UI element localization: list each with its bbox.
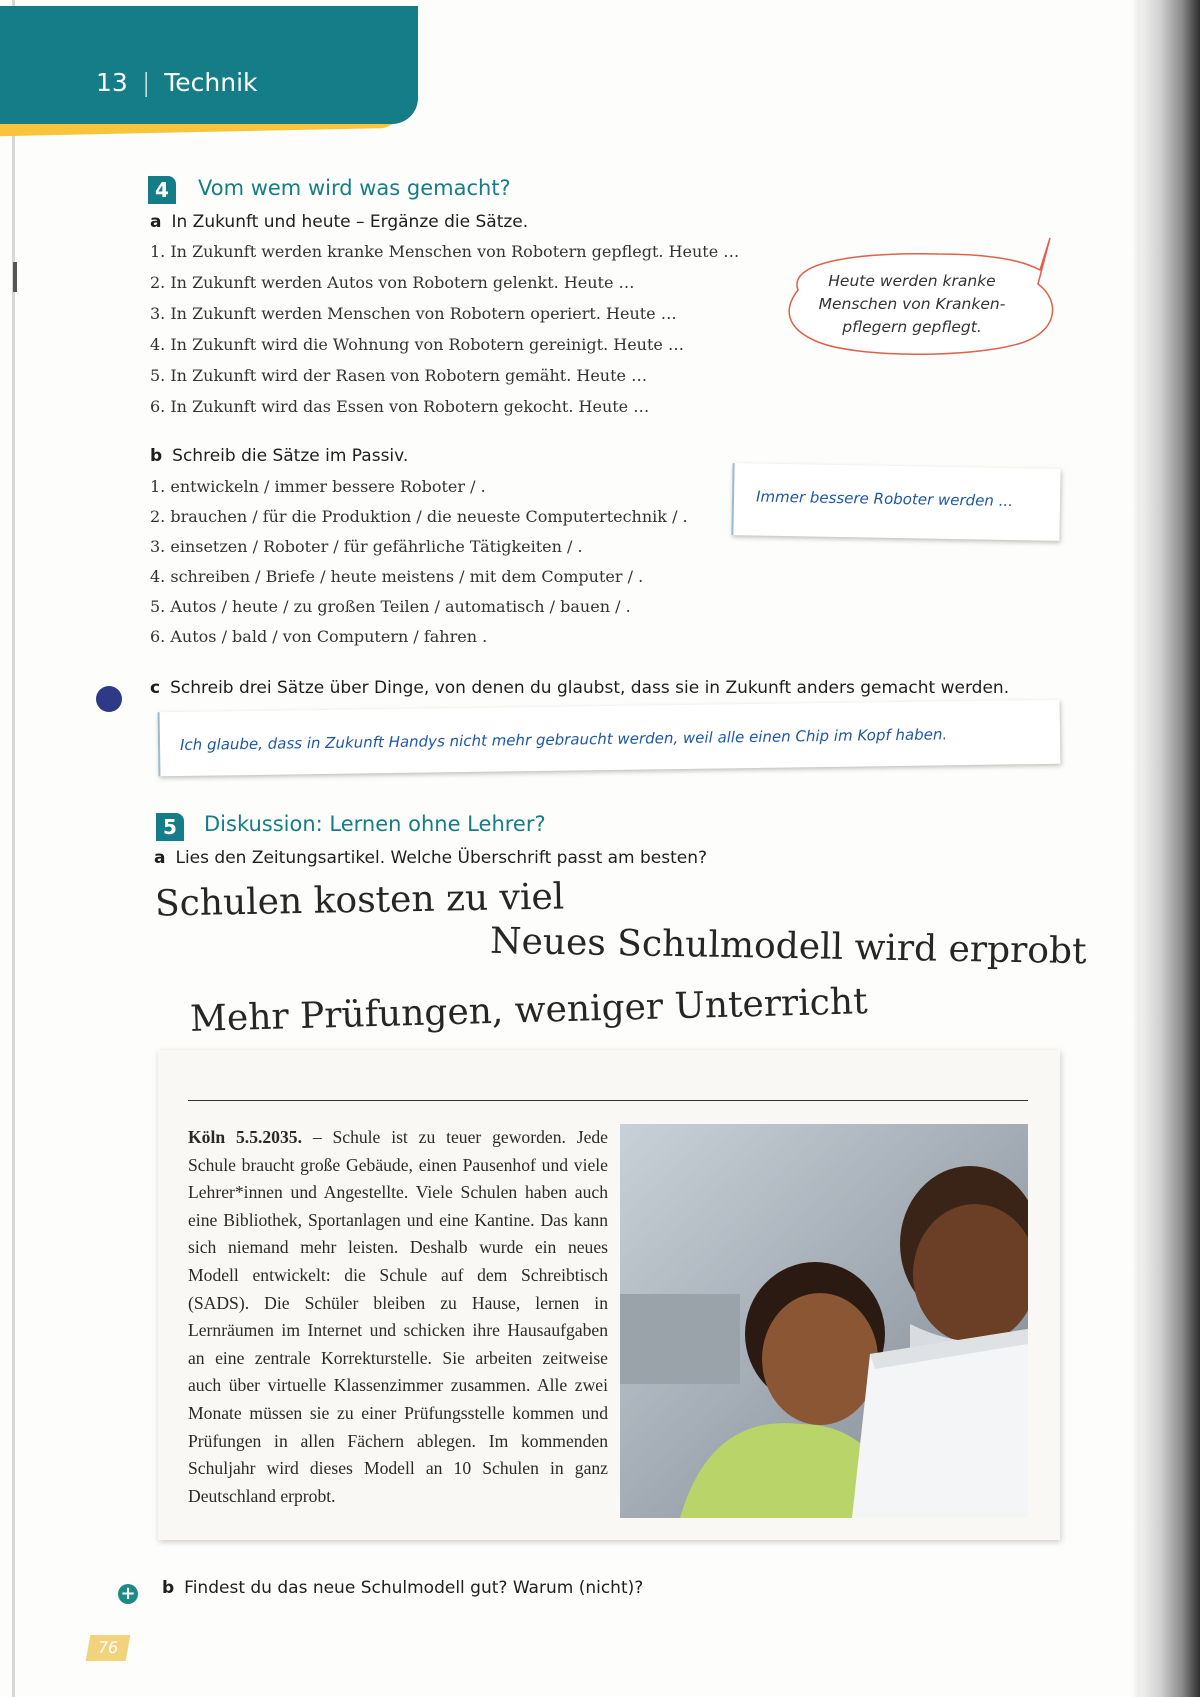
example-note-text: Ich glaube, dass in Zukunft Handys nicht mehr gebraucht werden, weil alle einen Chip im Kopf haben. <box>179 725 948 754</box>
exercise-title: Diskussion: Lernen ohne Lehrer? <box>204 812 546 836</box>
exercise-item: 1. entwickeln / immer bessere Roboter / . <box>150 477 486 496</box>
article-text <box>188 1124 608 1510</box>
part-b-heading <box>150 446 408 466</box>
part-letter: a <box>150 212 162 232</box>
part-b-heading <box>162 1578 643 1598</box>
part-letter: b <box>150 446 163 466</box>
speech-bubble-text: Heute werden kranke Menschen von Kranken-pflegern gepflegt. <box>818 272 1006 336</box>
exercise-item: 6. In Zukunft wird das Essen von Robotern gekocht. Heute … <box>150 397 650 416</box>
photo-children-laptop <box>620 1124 1028 1518</box>
plus-icon: + <box>118 1584 138 1604</box>
example-note <box>731 463 1060 541</box>
exercise-item: 3. einsetzen / Roboter / für gefährliche Tätigkeiten / . <box>150 537 583 556</box>
part-instruction: Schreib die Sätze im Passiv. <box>172 446 409 466</box>
chapter-title: Technik <box>164 68 258 97</box>
book-spine <box>1140 0 1200 1697</box>
part-instruction: In Zukunft und heute – Ergänze die Sätze. <box>171 212 529 232</box>
article-rule <box>188 1100 1028 1101</box>
exercise-item: 6. Autos / bald / von Computern / fahren . <box>150 627 488 646</box>
exercise-number-badge: 4 <box>148 176 176 204</box>
exercise-item: 2. In Zukunft werden Autos von Robotern gelenkt. Heute … <box>150 273 635 292</box>
scan-mark <box>13 262 17 292</box>
part-instruction: Lies den Zeitungsartikel. Welche Überschrift passt am besten? <box>175 848 708 868</box>
part-c-heading <box>150 678 1009 698</box>
article-photo <box>620 1124 1028 1518</box>
exercise-item: 1. In Zukunft werden kranke Menschen von Robotern gepflegt. Heute … <box>150 242 740 261</box>
headline-option: Mehr Prüfungen, weniger Unterricht <box>189 981 869 1040</box>
newspaper-article <box>158 1050 1060 1540</box>
exercise-item: 2. brauchen / für die Produktion / die neueste Computertechnik / . <box>150 507 688 526</box>
headline-option: Neues Schulmodell wird erprobt <box>489 920 1087 973</box>
example-note <box>158 700 1061 777</box>
headline-option: Schulen kosten zu viel <box>154 876 565 925</box>
exercise-number-badge: 5 <box>156 813 184 841</box>
globe-icon <box>96 686 122 712</box>
part-letter: b <box>162 1578 175 1598</box>
chapter-header <box>0 6 418 124</box>
scan-edge-line <box>12 0 15 1697</box>
example-note-text: Immer bessere Roboter werden ... <box>755 487 1014 511</box>
article-body: – Schule ist zu teuer geworden. Jede Schule braucht große Gebäude, einen Pausenhof und viele Lehrer*innen und Angestellte. Viele Schulen haben auch eine Bibliothek, Sportanlagen und eine Kantine. Das kann sich niemand mehr leisten. Deshalb wurde ein neues Modell entwickelt: die Schule auf dem Schreibtisch (SADS). Die Schüler bleiben zu Hause, lernen in Lernräumen im Internet und schicken ihre Hausaufgaben an eine zentrale Korrekturstelle. Sie arbeiten zeitweise auch über virtuelle Klassenzimmer zusammen. Alle zwei Monate müssen sie zu einer Prüfungsstelle kommen und Prüfungen in allen Fächern ablegen. Im kommenden Schuljahr wird dieses Modell an 10 Schulen in ganz Deutschland erprobt. <box>188 1127 608 1506</box>
separator: | <box>141 68 151 97</box>
exercise-item: 5. In Zukunft wird der Rasen von Robotern gemäht. Heute … <box>150 366 648 385</box>
exercise-title: Vom wem wird was gemacht? <box>198 176 511 200</box>
speech-bubble <box>778 258 1043 350</box>
exercise-item: 4. schreiben / Briefe / heute meistens / mit dem Computer / . <box>150 567 644 586</box>
article-dateline: Köln 5.5.2035. <box>188 1127 302 1147</box>
exercise-item: 3. In Zukunft werden Menschen von Robotern operiert. Heute … <box>150 304 677 323</box>
part-letter: c <box>150 678 161 698</box>
part-a-heading <box>150 212 528 232</box>
part-instruction: Schreib drei Sätze über Dinge, von denen du glaubst, dass sie in Zukunft anders gemacht werden. <box>170 678 1010 698</box>
part-a-heading <box>154 848 707 868</box>
part-instruction: Findest du das neue Schulmodell gut? Warum (nicht)? <box>184 1578 644 1598</box>
exercise-item: 4. In Zukunft wird die Wohnung von Robotern gereinigt. Heute … <box>150 335 684 354</box>
part-letter: a <box>154 848 166 868</box>
chapter-heading <box>96 68 258 97</box>
exercise-item: 5. Autos / heute / zu großen Teilen / automatisch / bauen / . <box>150 597 631 616</box>
page-number: 76 <box>86 1635 131 1661</box>
chapter-number: 13 <box>96 68 128 97</box>
spine-shadow <box>1132 0 1140 1697</box>
